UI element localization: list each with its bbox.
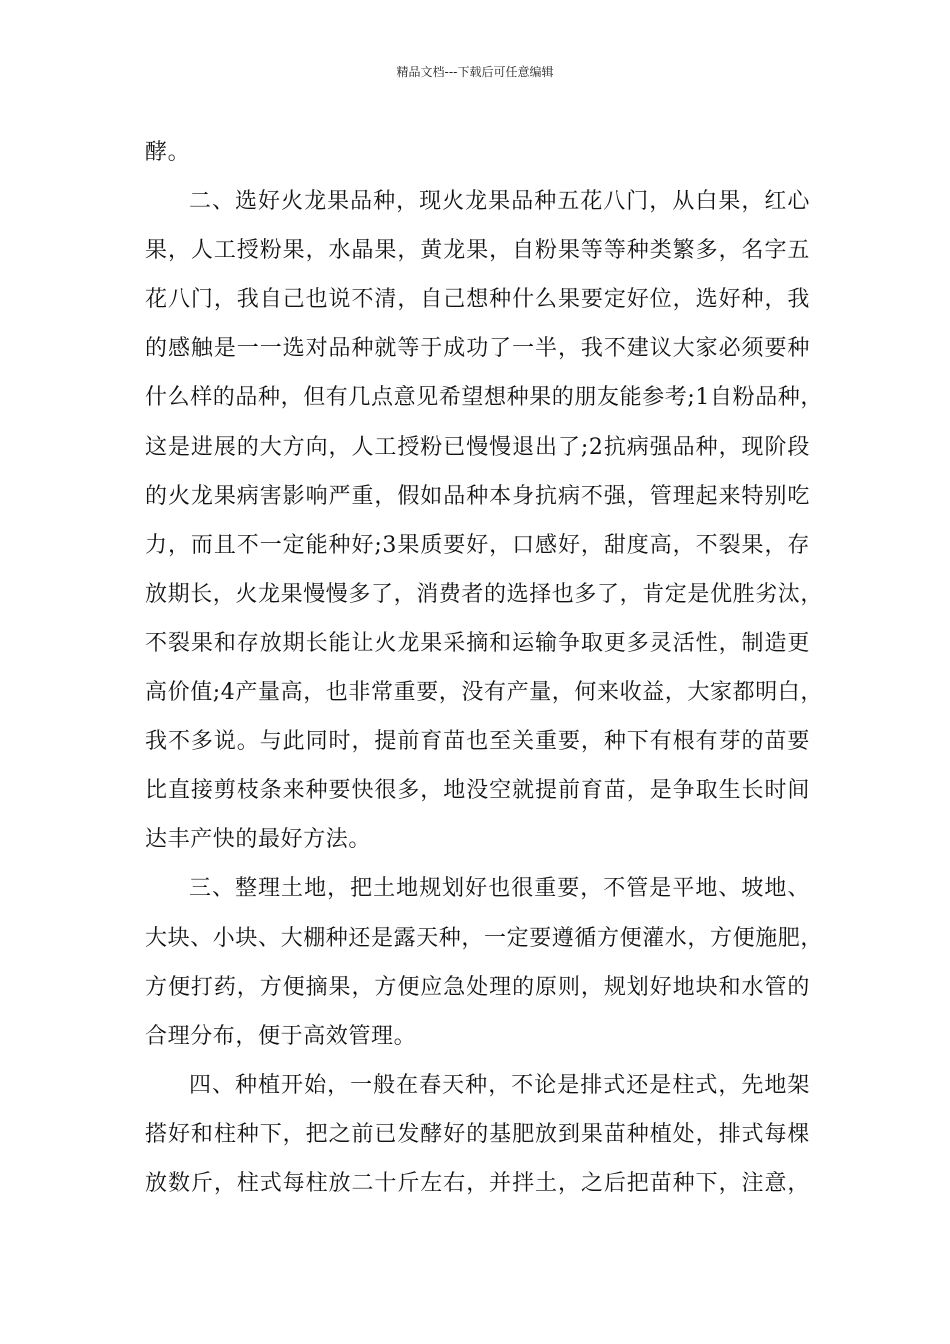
text-line: 花八门，我自己也说不清，自己想种什么果要定好位，选好种，我: [145, 287, 810, 313]
text-line: 这是进展的大方向，人工授粉已慢慢退出了;2抗病强品种，现阶段: [145, 434, 810, 460]
text-line: 放期长，火龙果慢慢多了，消费者的选择也多了，肯定是优胜劣汰，: [145, 581, 824, 607]
text-line: 方便打药，方便摘果，方便应急处理的原则，规划好地块和水管的: [145, 974, 810, 1000]
text-line: 大块、小块、大棚种还是露天种，一定要遵循方便灌水，方便施肥，: [145, 925, 824, 951]
text-line: 的感触是一一选对品种就等于成功了一半，我不建议大家必须要种: [145, 336, 810, 362]
text-line: 的火龙果病害影响严重，假如品种本身抗病不强，管理起来特别吃: [145, 483, 810, 509]
text-line: 放数斤，柱式每柱放二十斤左右，并拌土，之后把苗种下，注意，: [145, 1170, 810, 1196]
text-line: 我不多说。与此同时，提前育苗也至关重要，种下有根有芽的苗要: [145, 729, 810, 755]
text-line: 酵。: [145, 140, 191, 165]
text-line: 什么样的品种，但有几点意见希望想种果的朋友能参考;1自粉品种，: [145, 385, 824, 411]
text-line: 比直接剪枝条来种要快很多，地没空就提前育苗，是争取生长时间: [145, 778, 810, 804]
text-line: 果，人工授粉果，水晶果，黄龙果，自粉果等等种类繁多，名字五: [145, 238, 810, 264]
text-line: 不裂果和存放期长能让火龙果采摘和运输争取更多灵活性，制造更: [145, 630, 810, 656]
text-line: 三、整理土地，把土地规划好也很重要，不管是平地、坡地、: [189, 876, 810, 902]
text-line: 达丰产快的最好方法。: [145, 827, 372, 853]
text-line: 四、种植开始，一般在春天种，不论是排式还是柱式，先地架: [189, 1072, 810, 1098]
page-header: 精品文档---下载后可任意编辑: [396, 65, 554, 79]
text-line: 力，而且不一定能种好;3果质要好，口感好，甜度高，不裂果，存: [145, 532, 810, 558]
text-line: 合理分布，便于高效管理。: [145, 1023, 417, 1049]
document-body: [145, 128, 824, 1208]
text-line: 二、选好火龙果品种，现火龙果品种五花八门，从白果，红心: [189, 189, 810, 215]
text-line: 高价值;4产量高，也非常重要，没有产量，何来收益，大家都明白，: [145, 680, 824, 706]
text-line: 搭好和柱种下，把之前已发酵好的基肥放到果苗种植处，排式每棵: [145, 1121, 810, 1147]
